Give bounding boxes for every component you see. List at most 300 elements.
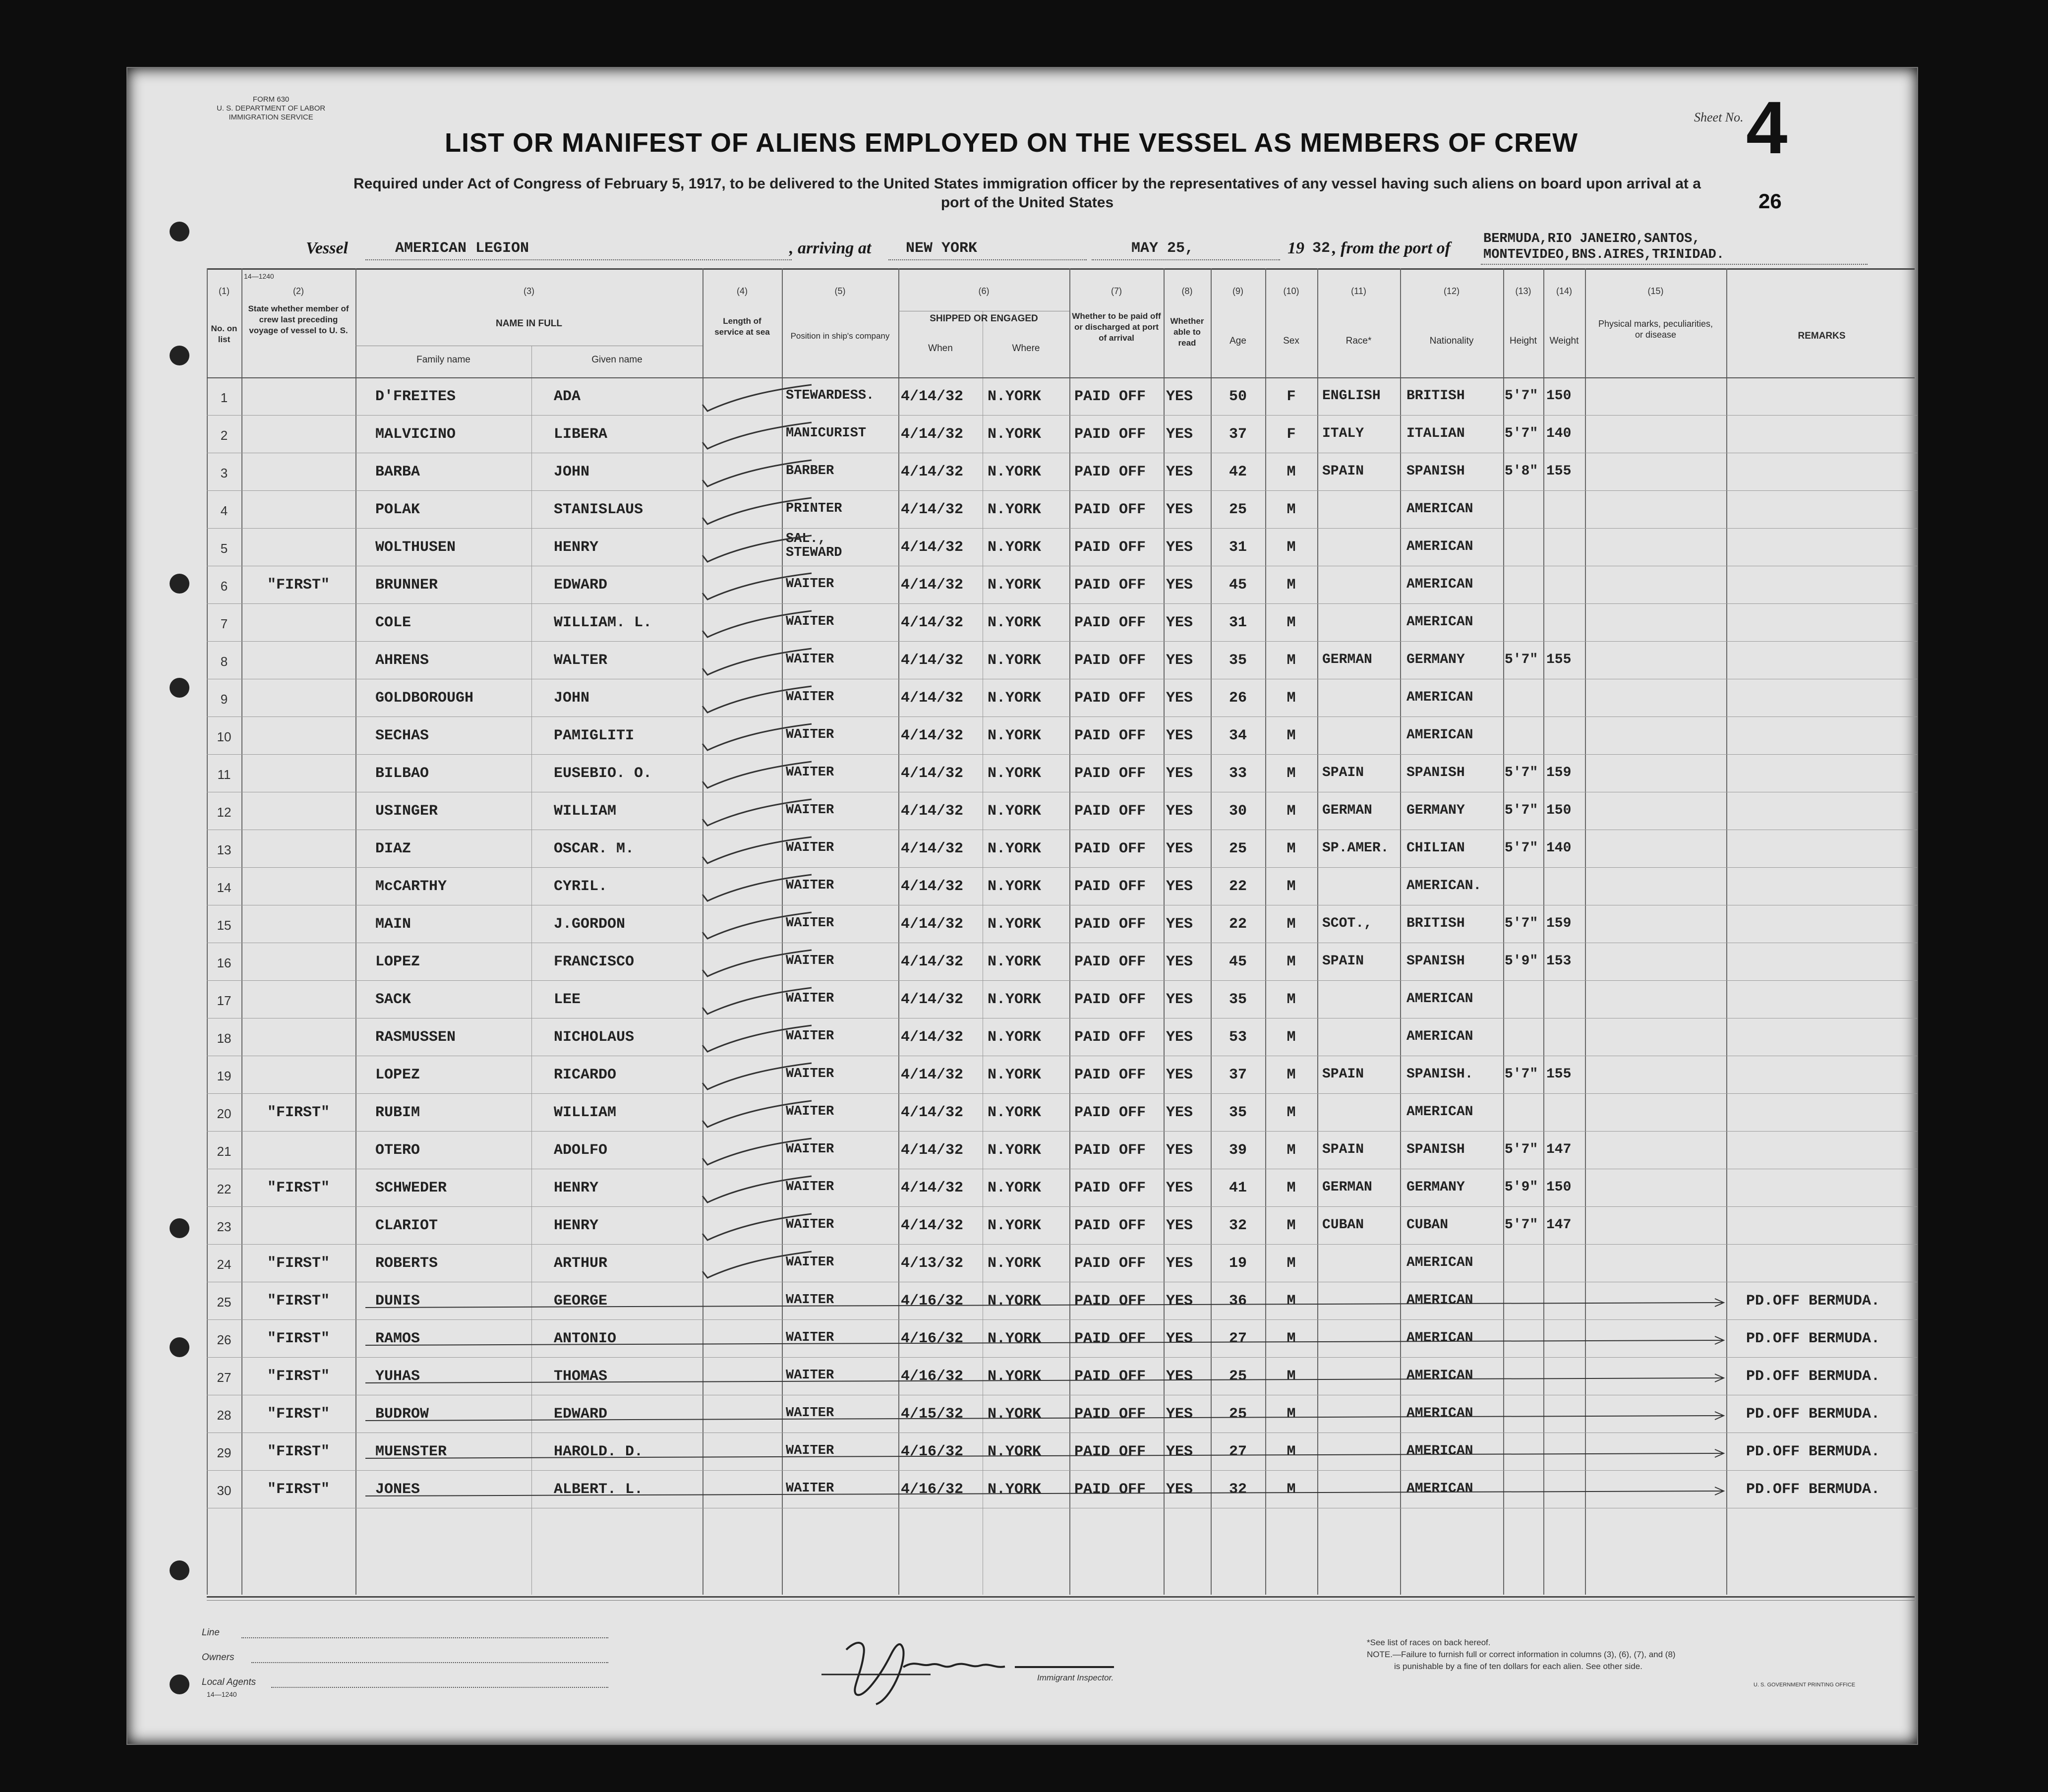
check-mark [693, 948, 821, 982]
cell-prev: "FIRST" [267, 1406, 330, 1423]
cell-prev: "FIRST" [267, 1293, 330, 1310]
cell-where: N.YORK [988, 991, 1042, 1008]
cell-race: SPAIN [1322, 765, 1364, 780]
cell-given: J.GORDON [554, 916, 626, 933]
check-mark [693, 910, 821, 945]
cell-where: N.YORK [988, 916, 1042, 933]
cell-age: 42 [1229, 464, 1247, 480]
cell-family: ROBERTS [375, 1255, 438, 1272]
col-rule [1503, 268, 1504, 1595]
cell-nat: AMERICAN [1406, 1104, 1473, 1120]
arriving-label: , arriving at [789, 239, 872, 257]
cell-family: BUDROW [375, 1406, 429, 1423]
cell-race: SCOT., [1322, 916, 1372, 931]
row-rule [207, 641, 1917, 642]
cell-sex: F [1287, 388, 1296, 405]
check-mark [693, 1098, 821, 1133]
cell-family: BARBA [375, 464, 420, 480]
cell-remarks: PD.OFF BERMUDA. [1746, 1330, 1880, 1347]
cell-race: GERMAN [1322, 1180, 1372, 1195]
cell-family: RUBIM [375, 1104, 420, 1121]
cell-sex: F [1287, 426, 1296, 443]
cell-no: 8 [220, 654, 228, 669]
cell-prev: "FIRST" [267, 1368, 330, 1385]
cell-position: WAITER [786, 916, 834, 931]
cell-read: YES [1166, 803, 1193, 820]
cell-sex: M [1287, 464, 1296, 480]
cell-weight: 150 [1546, 803, 1572, 818]
cell-given: NICHOLAUS [554, 1029, 635, 1046]
check-mark [693, 759, 821, 794]
cell-position: WAITER [786, 765, 834, 780]
cell-position: WAITER [786, 1142, 834, 1157]
cell-read: YES [1166, 1406, 1193, 1423]
cell-where: N.YORK [988, 1406, 1042, 1423]
cell-when: 4/14/32 [901, 1104, 964, 1121]
cell-sex: M [1287, 878, 1296, 895]
cell-where: N.YORK [988, 690, 1042, 707]
cell-no: 20 [217, 1106, 232, 1121]
cell-no: 15 [217, 918, 232, 933]
cell-paid: PAID OFF [1074, 1293, 1146, 1310]
cell-position: WAITER [786, 690, 834, 705]
inspector-label: Immigrant Inspector. [1037, 1673, 1114, 1682]
check-mark [693, 985, 821, 1020]
col-4-header: Length of service at sea [714, 316, 770, 337]
cell-when: 4/16/32 [901, 1368, 964, 1385]
check-mark [693, 721, 821, 756]
cell-read: YES [1166, 1368, 1193, 1385]
cell-sex: M [1287, 1293, 1296, 1310]
cell-paid: PAID OFF [1074, 1180, 1146, 1196]
punch-hole [170, 574, 189, 594]
form-department: U. S. DEPARTMENT OF LABOR [217, 104, 326, 113]
row-rule [207, 490, 1917, 491]
cell-race: SPAIN [1322, 1067, 1364, 1082]
cell-when: 4/14/32 [901, 954, 964, 970]
cell-weight: 159 [1546, 916, 1572, 931]
cell-race: ITALY [1322, 426, 1364, 441]
col-rule [1069, 268, 1070, 1595]
vessel-name: AMERICAN LEGION [395, 240, 529, 257]
footer-code: 14—1240 [207, 1690, 237, 1698]
cell-prev: "FIRST" [267, 577, 330, 594]
cell-paid: PAID OFF [1074, 1029, 1146, 1046]
row-rule [207, 867, 1917, 868]
check-mark [693, 1061, 821, 1095]
cell-weight: 155 [1546, 464, 1572, 479]
cell-weight: 155 [1546, 1067, 1572, 1082]
cell-given: ADA [554, 388, 581, 405]
col-14-header: Weight [1549, 336, 1579, 346]
cell-family: CLARIOT [375, 1217, 438, 1234]
cell-nat: GERMANY [1406, 803, 1465, 818]
cell-no: 5 [220, 541, 228, 556]
col-6-number: (6) [978, 286, 990, 296]
cell-given: WILLIAM [554, 803, 617, 820]
cell-family: McCARTHY [375, 878, 447, 895]
cell-race: SPAIN [1322, 1142, 1364, 1157]
cell-given: OSCAR. M. [554, 840, 635, 857]
cell-given: HENRY [554, 1217, 599, 1234]
cell-sex: M [1287, 727, 1296, 744]
subtitle-line-1: Required under Act of Congress of February 5, 1917, to be delivered to the United States immigration officer by the representatives of any vessel having such aliens on board upon arrival at a [353, 176, 1701, 192]
cell-paid: PAID OFF [1074, 690, 1146, 707]
col-rule [1164, 268, 1165, 1595]
cell-family: OTERO [375, 1142, 420, 1159]
manifest-sheet [126, 67, 1918, 1745]
cell-where: N.YORK [988, 954, 1042, 970]
cell-no: 22 [217, 1182, 232, 1196]
cell-nat: AMERICAN [1406, 1330, 1473, 1346]
cell-when: 4/15/32 [901, 1406, 964, 1423]
cell-sex: M [1287, 1368, 1296, 1385]
remarks-header: REMARKS [1798, 331, 1846, 341]
cell-where: N.YORK [988, 464, 1042, 480]
cell-nat: AMERICAN [1406, 1368, 1473, 1383]
year-prefix: 19 [1287, 239, 1304, 257]
cell-race: CUBAN [1322, 1217, 1364, 1233]
check-mark [693, 684, 821, 718]
cell-nat: AMERICAN [1406, 727, 1473, 743]
cell-given: EDWARD [554, 1406, 608, 1423]
cell-given: RICARDO [554, 1067, 617, 1083]
cell-family: LOPEZ [375, 1067, 420, 1083]
cell-age: 25 [1229, 501, 1247, 518]
cell-no: 26 [217, 1332, 232, 1347]
cell-sex: M [1287, 652, 1296, 669]
cell-position: WAITER [786, 1330, 834, 1345]
row-rule [207, 1470, 1917, 1471]
subtitle-line-2: port of the United States [940, 194, 1114, 211]
col-rule [1543, 268, 1544, 1595]
cell-position: WAITER [786, 1406, 834, 1421]
check-mark [693, 835, 821, 869]
col-1-number: (1) [219, 286, 230, 296]
cell-paid: PAID OFF [1074, 652, 1146, 669]
col-6a-header: When [928, 343, 953, 354]
col-rule [355, 268, 356, 1595]
col-11-header: Race* [1346, 336, 1372, 346]
vessel-label: Vessel [306, 239, 348, 257]
cell-when: 4/14/32 [901, 577, 964, 594]
cell-family: MUENSTER [375, 1443, 447, 1460]
cell-position: STEWARDESS. [786, 388, 875, 403]
cell-no: 28 [217, 1408, 232, 1423]
cell-read: YES [1166, 388, 1193, 405]
cell-when: 4/14/32 [901, 991, 964, 1008]
cell-position: WAITER [786, 652, 834, 667]
col-5-header: Position in ship's company [790, 331, 890, 341]
cell-paid: PAID OFF [1074, 1481, 1146, 1498]
cell-given: JOHN [554, 690, 590, 707]
cell-family: USINGER [375, 803, 438, 820]
cell-weight: 159 [1546, 765, 1572, 780]
cell-given: STANISLAUS [554, 501, 644, 518]
col-3-header: NAME IN FULL [495, 318, 563, 329]
cell-paid: PAID OFF [1074, 501, 1146, 518]
cell-paid: PAID OFF [1074, 1067, 1146, 1083]
cell-family: BRUNNER [375, 577, 438, 594]
cell-when: 4/14/32 [901, 1217, 964, 1234]
cell-nat: AMERICAN [1406, 614, 1473, 630]
col-5-number: (5) [834, 286, 846, 296]
cell-read: YES [1166, 1029, 1193, 1046]
check-mark [693, 608, 821, 643]
cell-nat: AMERICAN [1406, 501, 1473, 517]
cell-given: ALBERT. L. [554, 1481, 644, 1498]
cell-position: WAITER [786, 1293, 834, 1308]
punch-hole [170, 1337, 189, 1357]
cell-sex: M [1287, 1406, 1296, 1423]
cell-age: 26 [1229, 690, 1247, 707]
cell-paid: PAID OFF [1074, 1104, 1146, 1121]
cell-no: 10 [217, 729, 232, 744]
col-6-header: SHIPPED OR ENGAGED [930, 313, 1038, 324]
line-label: Line [202, 1627, 220, 1638]
cell-nat: AMERICAN [1406, 1293, 1473, 1308]
cell-age: 31 [1229, 539, 1247, 556]
cell-position: WAITER [786, 1443, 834, 1458]
col-rule [1585, 268, 1586, 1595]
cell-sex: M [1287, 614, 1296, 631]
cell-family: GOLDBOROUGH [375, 690, 474, 707]
cell-no: 12 [217, 805, 232, 820]
from-port-label: , from the port of [1332, 239, 1451, 257]
check-mark [693, 1249, 821, 1284]
cell-paid: PAID OFF [1074, 1406, 1146, 1423]
cell-race: SPAIN [1322, 954, 1364, 969]
cell-no: 13 [217, 842, 232, 857]
cell-sex: M [1287, 1443, 1296, 1460]
cell-age: 33 [1229, 765, 1247, 782]
cell-when: 4/14/32 [901, 1029, 964, 1046]
cell-sex: M [1287, 1104, 1296, 1121]
cell-position: WAITER [786, 954, 834, 968]
cell-family: SACK [375, 991, 411, 1008]
cell-race: ENGLISH [1322, 388, 1381, 404]
vessel-underline [365, 259, 792, 260]
row-rule [207, 1206, 1917, 1207]
cell-nat: GERMANY [1406, 1180, 1465, 1195]
cell-given: PAMIGLITI [554, 727, 635, 744]
col-9-header: Age [1229, 336, 1246, 346]
cell-paid: PAID OFF [1074, 878, 1146, 895]
cell-height: 5'7" [1505, 1142, 1538, 1157]
check-mark [693, 1211, 821, 1246]
col-3a-header: Family name [416, 355, 470, 365]
cell-family: POLAK [375, 501, 420, 518]
cell-where: N.YORK [988, 1368, 1042, 1385]
owners-label: Owners [202, 1652, 234, 1663]
cell-where: N.YORK [988, 840, 1042, 857]
cell-read: YES [1166, 464, 1193, 480]
col-rule [1400, 268, 1401, 1595]
cell-age: 30 [1229, 803, 1247, 820]
cell-no: 3 [220, 466, 228, 480]
cell-height: 5'7" [1505, 1217, 1538, 1233]
cell-nat: AMERICAN [1406, 690, 1473, 705]
cell-nat: AMERICAN [1406, 1481, 1473, 1496]
races-note: *See list of races on back hereof. [1367, 1638, 1491, 1647]
cell-race: GERMAN [1322, 803, 1372, 818]
cell-where: N.YORK [988, 1142, 1042, 1159]
cell-no: 24 [217, 1257, 232, 1272]
cell-weight: 140 [1546, 840, 1572, 856]
cell-paid: PAID OFF [1074, 727, 1146, 744]
cell-nat: BRITISH [1406, 388, 1465, 404]
cell-no: 14 [217, 880, 232, 895]
cell-when: 4/16/32 [901, 1330, 964, 1347]
cell-nat: AMERICAN [1406, 991, 1473, 1007]
check-mark [693, 646, 821, 681]
cell-age: 37 [1229, 1067, 1247, 1083]
col-15-header: Physical marks, peculiarities, or disease [1598, 319, 1713, 340]
cell-paid: PAID OFF [1074, 1368, 1146, 1385]
cell-height: 5'7" [1505, 652, 1538, 667]
cell-position: WAITER [786, 991, 834, 1006]
check-mark [693, 495, 821, 530]
cell-where: N.YORK [988, 577, 1042, 594]
strike-through-line [365, 1410, 1853, 1430]
row-rule [207, 528, 1917, 529]
cell-prev: "FIRST" [267, 1330, 330, 1347]
cell-no: 17 [217, 993, 232, 1008]
cell-read: YES [1166, 501, 1193, 518]
form-id [217, 95, 325, 122]
cell-family: COLE [375, 614, 411, 631]
cell-read: YES [1166, 1443, 1193, 1460]
cell-age: 32 [1229, 1217, 1247, 1234]
cell-family: DUNIS [375, 1293, 420, 1310]
cell-age: 25 [1229, 840, 1247, 857]
cell-height: 5'7" [1505, 803, 1538, 818]
cell-when: 4/14/32 [901, 614, 964, 631]
punch-hole [170, 346, 189, 365]
cell-height: 5'7" [1505, 388, 1538, 404]
cell-age: 35 [1229, 991, 1247, 1008]
cell-read: YES [1166, 426, 1193, 443]
cell-no: 27 [217, 1370, 232, 1385]
cell-family: MALVICINO [375, 426, 456, 443]
cell-height: 5'7" [1505, 916, 1538, 931]
cell-nat: SPANISH [1406, 1142, 1465, 1157]
port-underline [888, 259, 1087, 260]
cell-age: 45 [1229, 577, 1247, 594]
cell-race: GERMAN [1322, 652, 1372, 667]
cell-no: 19 [217, 1069, 232, 1083]
cell-no: 6 [220, 579, 228, 594]
cell-age: 22 [1229, 878, 1247, 895]
col-11-number: (11) [1351, 286, 1366, 296]
cell-nat: AMERICAN [1406, 577, 1473, 592]
cell-given: LIBERA [554, 426, 608, 443]
cell-given: WILLIAM. L. [554, 614, 652, 631]
cell-paid: PAID OFF [1074, 954, 1146, 970]
col-7-header: Whether to be paid off or discharged at port of arrival [1072, 311, 1161, 343]
cell-read: YES [1166, 727, 1193, 744]
cell-weight: 155 [1546, 652, 1572, 667]
cell-sex: M [1287, 1481, 1296, 1498]
cell-given: LEE [554, 991, 581, 1008]
cell-prev: "FIRST" [267, 1180, 330, 1196]
cell-position: WAITER [786, 727, 834, 742]
cell-where: N.YORK [988, 765, 1042, 782]
row-rule [207, 1319, 1917, 1320]
cell-read: YES [1166, 916, 1193, 933]
check-mark [693, 872, 821, 907]
cell-where: N.YORK [988, 1443, 1042, 1460]
cell-paid: PAID OFF [1074, 840, 1146, 857]
cell-age: 22 [1229, 916, 1247, 933]
cell-race: SP.AMER. [1322, 840, 1389, 856]
cell-where: N.YORK [988, 727, 1042, 744]
cell-race: SPAIN [1322, 464, 1364, 479]
cell-read: YES [1166, 1104, 1193, 1121]
cell-position: MANICURIST [786, 426, 867, 441]
strike-through-line [365, 1447, 1853, 1467]
col-9-number: (9) [1232, 286, 1243, 296]
cell-paid: PAID OFF [1074, 1330, 1146, 1347]
cell-sex: M [1287, 1029, 1296, 1046]
cell-nat: SPANISH [1406, 954, 1465, 969]
cell-read: YES [1166, 954, 1193, 970]
cell-paid: PAID OFF [1074, 803, 1146, 820]
cell-position: WAITER [786, 1481, 834, 1496]
strike-through-line [365, 1297, 1853, 1316]
cell-where: N.YORK [988, 501, 1042, 518]
cell-height: 5'8" [1505, 464, 1538, 479]
cell-when: 4/14/32 [901, 464, 964, 480]
cell-sex: M [1287, 1255, 1296, 1272]
row-rule [207, 754, 1917, 755]
cell-paid: PAID OFF [1074, 1255, 1146, 1272]
cell-where: N.YORK [988, 1293, 1042, 1310]
col-rule [1317, 268, 1318, 1595]
cell-height: 5'7" [1505, 765, 1538, 780]
cell-where: N.YORK [988, 1029, 1042, 1046]
cell-read: YES [1166, 614, 1193, 631]
cell-nat: BRITISH [1406, 916, 1465, 931]
cell-sex: M [1287, 501, 1296, 518]
row-rule [207, 1357, 1917, 1358]
cell-when: 4/14/32 [901, 690, 964, 707]
cell-height: 5'7" [1505, 840, 1538, 856]
row-rule [207, 603, 1917, 604]
cell-given: CYRIL. [554, 878, 608, 895]
cell-weight: 150 [1546, 388, 1572, 404]
cell-sex: M [1287, 1180, 1296, 1196]
cell-nat: SPANISH [1406, 765, 1465, 780]
cell-nat: ITALIAN [1406, 426, 1465, 441]
cell-no: 18 [217, 1031, 232, 1046]
punch-hole [170, 222, 189, 241]
cell-weight: 140 [1546, 426, 1572, 441]
cell-position: WAITER [786, 1067, 834, 1081]
col-4-number: (4) [737, 286, 748, 296]
cell-read: YES [1166, 1481, 1193, 1498]
cell-no: 16 [217, 956, 232, 970]
cell-sex: M [1287, 765, 1296, 782]
cell-read: YES [1166, 652, 1193, 669]
cell-weight: 150 [1546, 1180, 1572, 1195]
cell-remarks: PD.OFF BERMUDA. [1746, 1406, 1880, 1423]
cell-weight: 147 [1546, 1217, 1572, 1233]
check-mark [693, 382, 821, 417]
cell-position: WAITER [786, 840, 834, 855]
check-mark [693, 458, 821, 492]
cell-sex: M [1287, 539, 1296, 556]
